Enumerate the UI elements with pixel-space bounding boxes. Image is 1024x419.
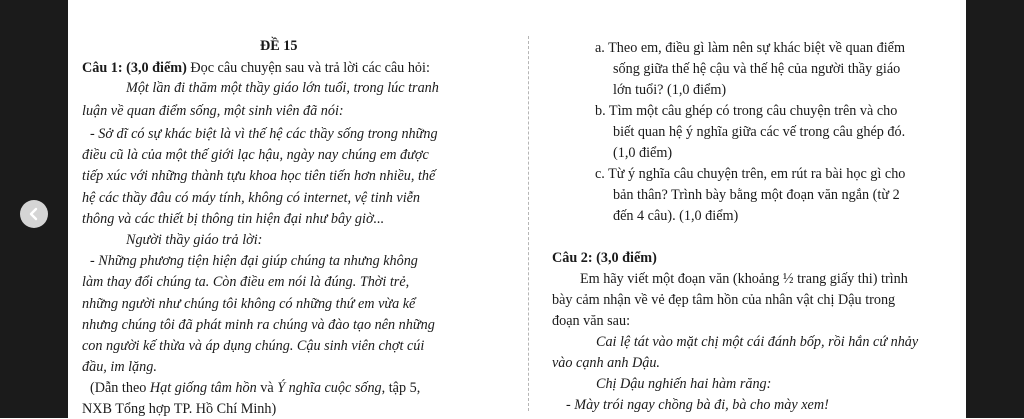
- question-1-heading: [82, 58, 430, 78]
- story-line: nhưng chúng tôi đã phát minh ra chúng và đào tạo nên những: [82, 317, 435, 333]
- question-a: sống giữa thế hệ cậu và thế hệ của người thầy giáo: [613, 61, 901, 77]
- excerpt-line: Chị Dậu nghiến hai hàm răng:: [596, 376, 772, 392]
- source-pre: (Dẫn theo: [90, 380, 150, 396]
- source-post: , tập 5,: [381, 380, 421, 396]
- story-line: đầu, im lặng.: [82, 359, 157, 375]
- question-b: biết quan hệ ý nghĩa giữa các vế trong câu ghép đó.: [613, 124, 906, 140]
- chevron-left-icon: [27, 207, 41, 221]
- question-2-text: Em hãy viết một đoạn văn (khoảng ½ trang giấy thi) trình: [580, 271, 908, 287]
- story-line: Người thầy giáo trả lời:: [126, 232, 263, 248]
- story-line: hệ các thầy đâu có máy tính, không có internet, vệ tinh viễn: [82, 190, 421, 206]
- question-b: (1,0 điểm): [613, 145, 673, 161]
- source-title-1: Hạt giống tâm hồn: [149, 380, 257, 396]
- question-a: a. Theo em, điều gì làm nên sự khác biệt về quan điểm: [595, 40, 906, 56]
- question-c: c. Từ ý nghĩa câu chuyện trên, em rút ra bài học gì cho: [595, 166, 906, 182]
- story-line: tiếp xúc với những thành tựu khoa học tiên tiến hơn nhiều, thế: [82, 168, 436, 184]
- source-title-2: Ý nghĩa cuộc sống: [277, 380, 382, 396]
- story-line: - Sở dĩ có sự khác biệt là vì thế hệ các thầy sống trong những: [90, 126, 438, 142]
- excerpt-line: vào cạnh anh Dậu.: [552, 355, 660, 371]
- story-line: Một lần đi thăm một thầy giáo lớn tuổi, trong lúc tranh: [126, 80, 439, 96]
- source-citation: [90, 378, 420, 398]
- question-b: b. Tìm một câu ghép có trong câu chuyện trên và cho: [595, 103, 898, 119]
- question-1-label: Câu 1: (3,0 điểm): [82, 60, 187, 76]
- viewer-right-bar: [966, 0, 1024, 418]
- question-2-text: bày cảm nhận về vẻ đẹp tâm hồn của nhân vật chị Dậu trong: [552, 292, 896, 308]
- question-c: đến 4 câu). (1,0 điểm): [613, 208, 739, 224]
- question-a: lớn tuổi? (1,0 điểm): [613, 82, 727, 98]
- question-2-label: Câu 2: (3,0 điểm): [552, 250, 657, 266]
- story-line: - Những phương tiện hiện đại giúp chúng ta nhưng không: [90, 253, 418, 269]
- story-line: thông và các thiết bị thông tin hiện đại như bây giờ...: [82, 211, 385, 227]
- story-line: điều cũ là của một thế giới lạc hậu, ngày nay chúng em được: [82, 147, 429, 163]
- source-mid: và: [256, 380, 278, 396]
- column-divider: [528, 36, 529, 411]
- exam-title: ĐỀ 15: [260, 38, 298, 54]
- question-c: bản thân? Trình bày bằng một đoạn văn ngắn (từ 2: [613, 187, 900, 203]
- viewer-left-bar: [0, 0, 68, 418]
- source-publisher: NXB Tổng hợp TP. Hồ Chí Minh): [82, 401, 277, 417]
- excerpt-line: Cai lệ tát vào mặt chị một cái đánh bốp, rồi hắn cứ nhảy: [596, 334, 919, 350]
- excerpt-line: - Mày trói ngay chồng bà đi, bà cho mày xem!: [566, 397, 829, 413]
- back-button[interactable]: [20, 200, 48, 228]
- question-1-text: Đọc câu chuyện sau và trả lời các câu hỏi:: [186, 60, 430, 76]
- story-line: con người kế thừa và áp dụng chúng. Cậu sinh viên chợt cúi: [82, 338, 425, 354]
- story-line: những người như chúng tôi không có những thứ em vừa kể: [82, 296, 416, 312]
- story-line: làm thay đổi chúng ta. Còn điều em nói là đúng. Thời trẻ,: [82, 274, 410, 290]
- story-line: luận về quan điểm sống, một sinh viên đã nói:: [82, 103, 344, 119]
- question-2-text: đoạn văn sau:: [552, 313, 631, 329]
